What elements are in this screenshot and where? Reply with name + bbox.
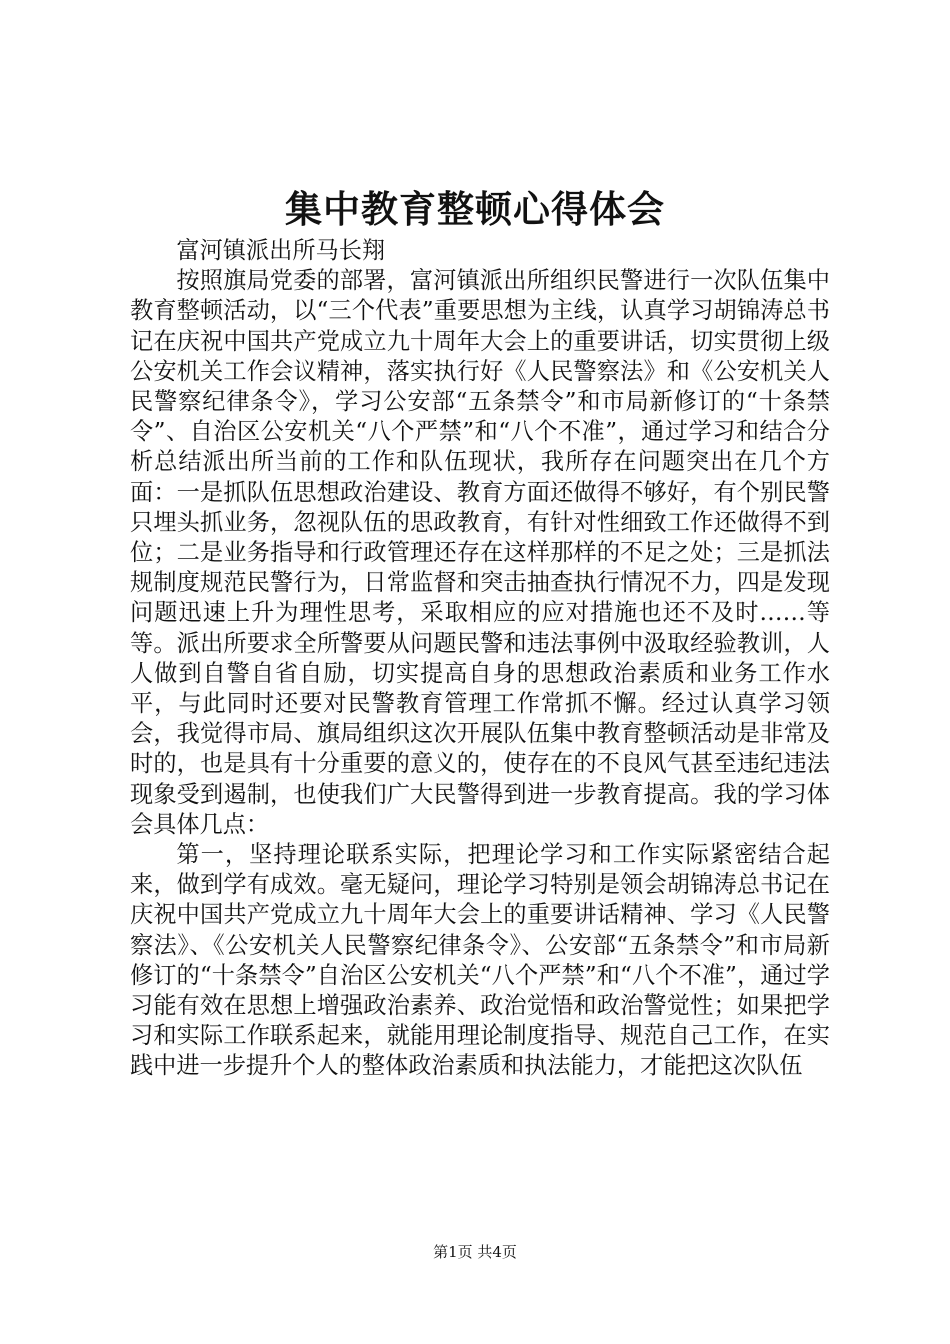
body-paragraph: 第一，坚持理论联系实际，把理论学习和工作实际紧密结合起来，做到学有成效。毫无疑问，理论学习特别是领会胡锦涛总书记在庆祝中国共产党成立九十周年大会上的重要讲话精神、学习《人民警察法》、《公安机关人民警察纪律条令》、公安部“五条禁令”和市局新修订的“十条禁令”自治区公安机关“八个严禁”和“八个不准”，通过学习能有效在思想上增强政治素养、政治觉悟和政治警觉性；如果把学习和实际工作联系起来，就能用理论制度指导、规范自己工作，在实践中进一步提升个人的整体政治素质和执法能力，才能把这次队伍: [130, 841, 830, 1080]
author-line: 富河镇派出所马长翔: [176, 237, 386, 264]
document-body: [130, 236, 830, 1082]
page-title: 集中教育整顿心得体会: [285, 187, 665, 231]
page-number-footer: 第1页 共4页: [433, 1243, 517, 1261]
body-paragraph: 按照旗局党委的部署，富河镇派出所组织民警进行一次队伍集中教育整顿活动，以“三个代表”重要思想为主线，认真学习胡锦涛总书记在庆祝中国共产党成立九十周年大会上的重要讲话，切实贯彻上级公安机关工作会议精神，落实执行好《人民警察法》和《公安机关人民警察纪律条令》，学习公安部“五条禁令”和市局新修订的“十条禁令”、自治区公安机关“八个严禁”和“八个不准”，通过学习和结合分析总结派出所当前的工作和队伍现状，我所存在问题突出在几个方面：一是抓队伍思想政治建设、教育方面还做得不够好，有个别民警只埋头抓业务，忽视队伍的思政教育，有针对性细致工作还做得不到位；二是业务指导和行政管理还存在这样那样的不足之处；三是抓法规制度规范民警行为，日常监督和突击抽查执行情况不力，四是发现问题迅速上升为理性思考，采取相应的应对措施也还不及时……等等。派出所要求全所警要从问题民警和违法事例中汲取经验教训，人人做到自警自省自励，切实提高自身的思想政治素质和业务工作水平，与此同时还要对民警教育管理工作常抓不懈。经过认真学习领会，我觉得市局、旗局组织这次开展队伍集中教育整顿活动是非常及时的，也是具有十分重要的意义的，使存在的不良风气甚至违纪违法现象受到遏制，也使我们广大民警得到进一步教育提高。我的学习体会具体几点：: [130, 267, 830, 838]
